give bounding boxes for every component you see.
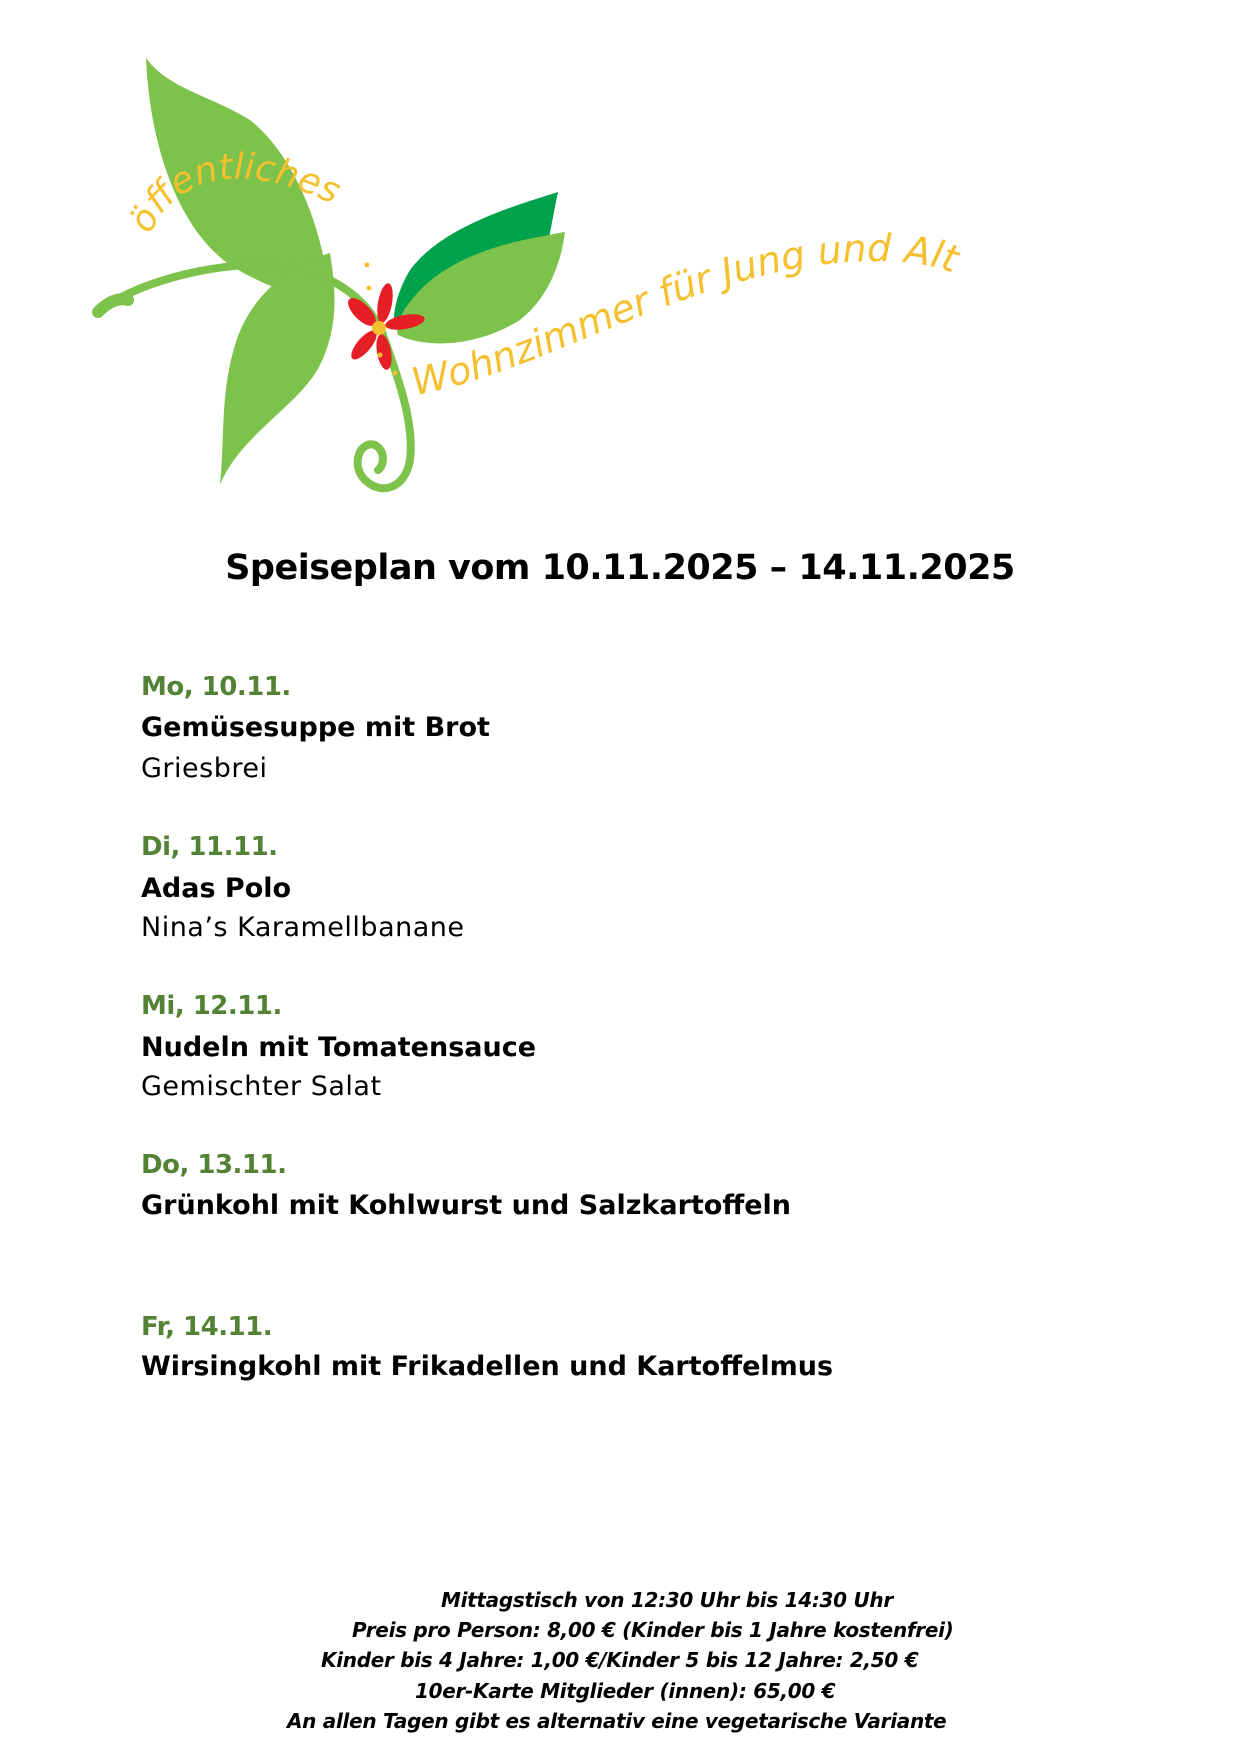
logo [0, 0, 1240, 520]
footer-vegetarian-note: An allen Tagen gibt es alternativ eine vegetarische Variante [287, 1709, 947, 1733]
main-dish: Wirsingkohl mit Frikadellen und Kartoffelmus [141, 1351, 834, 1382]
footer-price: Preis pro Person: 8,00 € (Kinder bis 1 Jahre kostenfrei) [352, 1618, 954, 1642]
side-dish: Nina’s Karamellbanane [141, 912, 465, 943]
main-dish: Grünkohl mit Kohlwurst und Salzkartoffeln [141, 1190, 792, 1221]
side-dish: Gemischter Salat [141, 1071, 382, 1102]
footer-hours: Mittagstisch von 12:30 Uhr bis 14:30 Uhr [441, 1588, 893, 1612]
logo-text-top: öffentliches [121, 146, 347, 240]
day-label: Di, 11.11. [141, 832, 278, 862]
main-dish: Nudeln mit Tomatensauce [141, 1032, 537, 1063]
leaf-flower-logo-icon [0, 0, 1240, 520]
day-label: Do, 13.11. [141, 1150, 287, 1180]
day-label: Mi, 12.11. [141, 991, 282, 1021]
footer-child-price: Kinder bis 4 Jahre: 1,00 €/Kinder 5 bis 12 Jahre: 2,50 € [321, 1648, 919, 1672]
logo-text-main: Wohnzimmer für Jung und Alt [407, 226, 964, 405]
page-title: Speiseplan vom 10.11.2025 – 14.11.2025 [225, 548, 1015, 588]
footer-card-price: 10er-Karte Mitglieder (innen): 65,00 € [415, 1679, 836, 1703]
day-label: Mo, 10.11. [141, 672, 291, 702]
side-dish: Griesbrei [141, 753, 268, 784]
day-label: Fr, 14.11. [141, 1312, 273, 1342]
main-dish: Gemüsesuppe mit Brot [141, 712, 490, 743]
main-dish: Adas Polo [141, 873, 292, 904]
